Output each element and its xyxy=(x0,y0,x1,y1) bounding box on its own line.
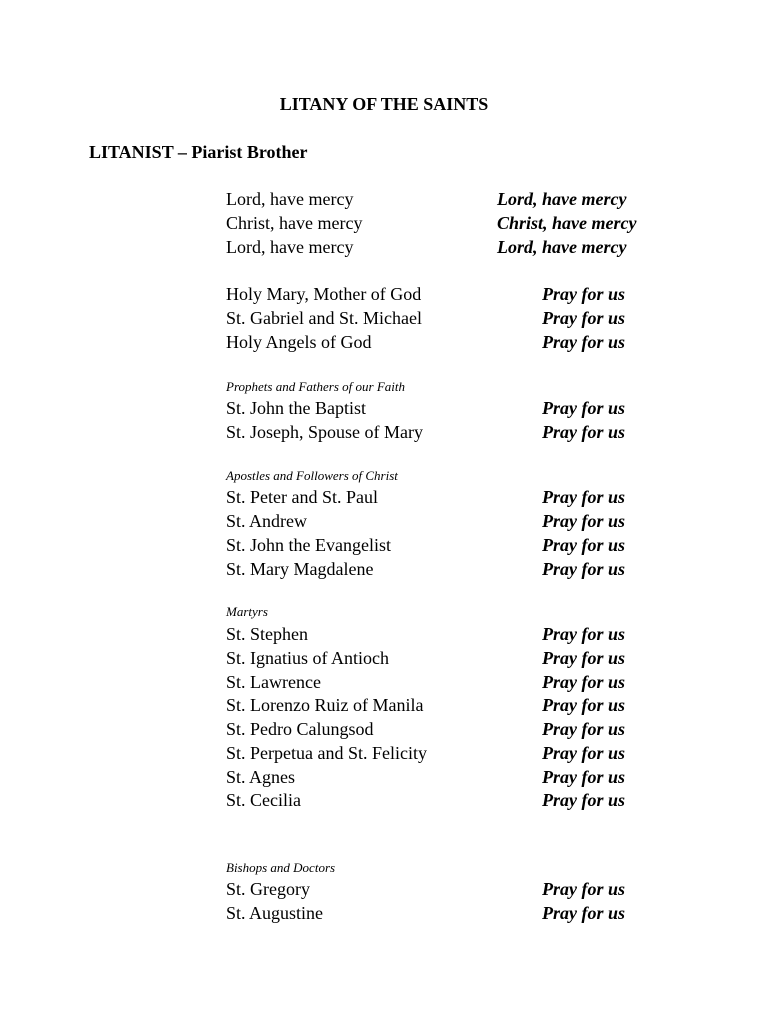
section-heading-bishops: Bishops and Doctors xyxy=(226,860,336,875)
kyrie-call-2: Christ, have mercy xyxy=(226,213,363,233)
kyrie-call-1: Lord, have mercy xyxy=(226,189,354,209)
litany-response: Pray for us xyxy=(542,719,626,739)
litany-response: Pray for us xyxy=(542,624,626,644)
kyrie-response-3: Lord, have mercy xyxy=(497,237,627,257)
litany-call: St. John the Baptist xyxy=(226,398,367,418)
litany-response: Pray for us xyxy=(542,648,626,668)
litany-call: St. Ignatius of Antioch xyxy=(226,648,389,668)
litany-call: St. Lawrence xyxy=(226,672,321,692)
litany-call: St. Joseph, Spouse of Mary xyxy=(226,422,423,442)
litany-call: St. John the Evangelist xyxy=(226,535,391,555)
litany-response: Pray for us xyxy=(542,511,626,531)
litany-response: Pray for us xyxy=(542,743,626,763)
litany-call: Holy Angels of God xyxy=(226,332,372,352)
litany-response: Pray for us xyxy=(542,672,626,692)
litany-response: Pray for us xyxy=(542,308,626,328)
litany-response: Pray for us xyxy=(542,284,626,304)
litanist-line: LITANIST – Piarist Brother xyxy=(89,142,308,162)
litany-response: Pray for us xyxy=(542,332,626,352)
litany-call: St. Peter and St. Paul xyxy=(226,487,378,507)
litany-response: Pray for us xyxy=(542,767,626,787)
litany-response: Pray for us xyxy=(542,535,626,555)
litany-response: Pray for us xyxy=(542,695,626,715)
litany-call: St. Gabriel and St. Michael xyxy=(226,308,422,328)
litany-call: St. Pedro Calungsod xyxy=(226,719,374,739)
litany-call: St. Mary Magdalene xyxy=(226,559,374,579)
litany-call: St. Augustine xyxy=(226,903,324,923)
kyrie-call-3: Lord, have mercy xyxy=(226,237,354,257)
litany-response: Pray for us xyxy=(542,879,626,899)
page-title: LITANY OF THE SAINTS xyxy=(279,94,489,114)
litany-response: Pray for us xyxy=(542,422,626,442)
litany-call: St. Perpetua and St. Felicity xyxy=(226,743,427,763)
litany-response: Pray for us xyxy=(542,487,626,507)
litany-response: Pray for us xyxy=(542,398,626,418)
litany-call: St. Agnes xyxy=(226,767,296,787)
litany-response: Pray for us xyxy=(542,790,626,810)
section-heading-apostles: Apostles and Followers of Christ xyxy=(226,468,398,483)
litany-call: St. Gregory xyxy=(226,879,310,899)
kyrie-response-2: Christ, have mercy xyxy=(497,213,637,233)
litany-response: Pray for us xyxy=(542,559,626,579)
section-heading-martyrs: Martyrs xyxy=(226,604,268,619)
litany-call: Holy Mary, Mother of God xyxy=(226,284,422,304)
kyrie-response-1: Lord, have mercy xyxy=(497,189,627,209)
litany-call: St. Stephen xyxy=(226,624,309,644)
section-heading-prophets: Prophets and Fathers of our Faith xyxy=(226,379,405,394)
litany-call: St. Lorenzo Ruiz of Manila xyxy=(226,695,424,715)
litany-response: Pray for us xyxy=(542,903,626,923)
litany-call: St. Cecilia xyxy=(226,790,301,810)
litany-call: St. Andrew xyxy=(226,511,307,531)
